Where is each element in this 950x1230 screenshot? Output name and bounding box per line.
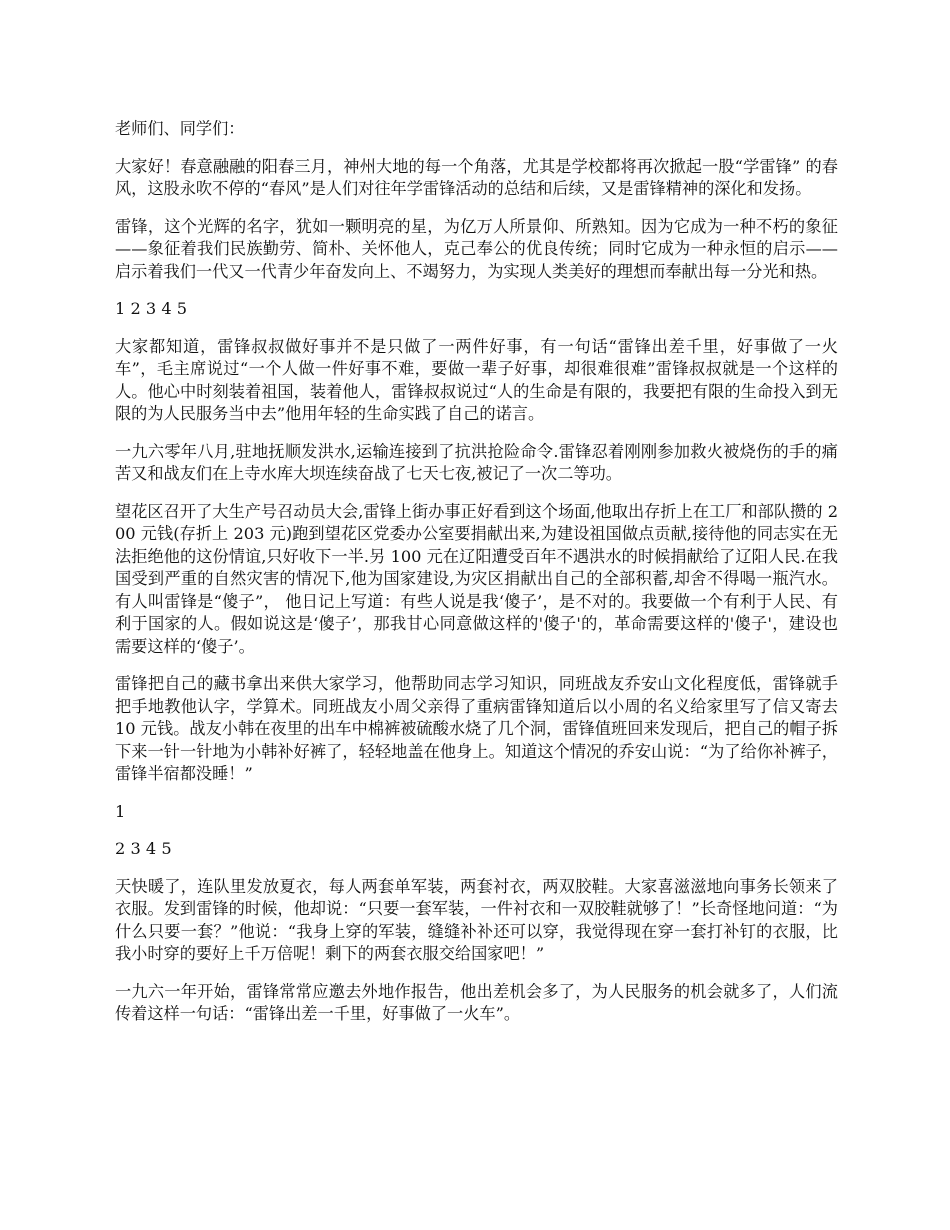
document-page: [115, 118, 838, 1041]
paragraph-good-deeds: 大家都知道，雷锋叔叔做好事并不是只做了一两件好事，有一句话“雷锋出差千里，好事做了一火车”，毛主席说过“一个人做一件好事不难，要做一辈子好事，却很难很难”雷锋叔叔就是一个这样的人。他心中时刻装着祖国，装着他人，雷锋叔叔说过“人的生命是有限的，我要把有限的生命投入到无限的为人民服务当中去”他用年轻的生命实践了自己的诺言。: [115, 336, 838, 423]
salutation: 老师们、同学们：: [115, 119, 245, 138]
page-numbers-line: 1 2 3 4 5: [115, 299, 188, 318]
paragraph-1961-reports: 一九六一年开始，雷锋常常应邀去外地作报告，他出差机会多了，为人民服务的机会就多了，人们流传着这样一句话：“雷锋出差一千里，好事做了一火车”。: [115, 981, 838, 1023]
paragraph-summer-clothes: 天快暖了，连队里发放夏衣，每人两套单军装，两套衬衣，两双胶鞋。大家喜滋滋地向事务长领来了衣服。发到雷锋的时候，他却说：“只要一套军装，一件衬衣和一双胶鞋就够了！”长奇怪地问道：“为什么只要一套？”他说：“我身上穿的军装，缝缝补补还可以穿，我觉得现在穿一套打补钉的衣服，比我小时穿的要好上千万倍呢！剩下的两套衣服交给国家吧！”: [115, 876, 838, 963]
paragraph-flood-1960: 一九六零年八月,驻地抚顺发洪水,运输连接到了抗洪抢险命令.雷锋忍着刚刚参加救火被烧伤的手的痛苦又和战友们在上寺水库大坝连续奋战了七天七夜,被记了一次二等功。: [115, 441, 838, 483]
paragraph-helping-comrades: 雷锋把自己的藏书拿出来供大家学习，他帮助同志学习知识，同班战友乔安山文化程度低，雷锋就手把手地教他认字，学算术。同班战友小周父亲得了重病雷锋知道后以小周的名义给家里写了信又寄去 10 元钱。战友小韩在夜里的出车中棉裤被硫酸水烧了几个洞，雷锋值班回来发现后，把自己的帽子拆下来一针一针地为小韩补好裤了，轻轻地盖在他身上。知道这个情况的乔安山说：“为了给你补裤子，雷锋半宿都没睡！”: [115, 674, 838, 783]
page-numbers-line-2: 2 3 4 5: [115, 839, 172, 858]
paragraph-intro: 大家好！春意融融的阳春三月，神州大地的每一个角落，尤其是学校都将再次掀起一股“学雷锋” 的春风，这股永吹不停的“春风”是人们对往年学雷锋活动的总结和后续，又是雷锋精神的深化和发扬。: [115, 156, 838, 198]
paragraph-leifeng-symbol: 雷锋，这个光辉的名字，犹如一颗明亮的星，为亿万人所景仰、所熟知。因为它成为一种不朽的象征——象征着我们民族勤劳、简朴、关怀他人，克己奉公的优良传统；同时它成为一种永恒的启示——启示着我们一代又一代青少年奋发向上、不竭努力，为实现人类美好的理想而奉献出每一分光和热。: [115, 216, 838, 281]
paragraph-donation: 望花区召开了大生产号召动员大会,雷锋上街办事正好看到这个场面,他取出存折上在工厂和部队攒的 200 元钱(存折上 203 元)跑到望花区党委办公室要捐献出来,为建设祖国做点贡献,接待他的同志实在无法拒绝他的这份情谊,只好收下一半.另 100 元在辽阳遭受百年不遇洪水的时候捐献给了辽阳人民.在我国受到严重的自然灾害的情况下,他为国家建设,为灾区捐献出自己的全部积蓄,却舍不得喝一瓶汽水。有人叫雷锋是“傻子”， 他日记上写道：有些人说是我‘傻子’，是不对的。我要做一个有利于人民、有利于国家的人。假如说这是‘傻子’，那我甘心同意做这样的'傻子'的，革命需要这样的'傻子'，建设也需要这样的‘傻子’。: [115, 501, 838, 656]
page-number-single: 1: [115, 801, 126, 821]
